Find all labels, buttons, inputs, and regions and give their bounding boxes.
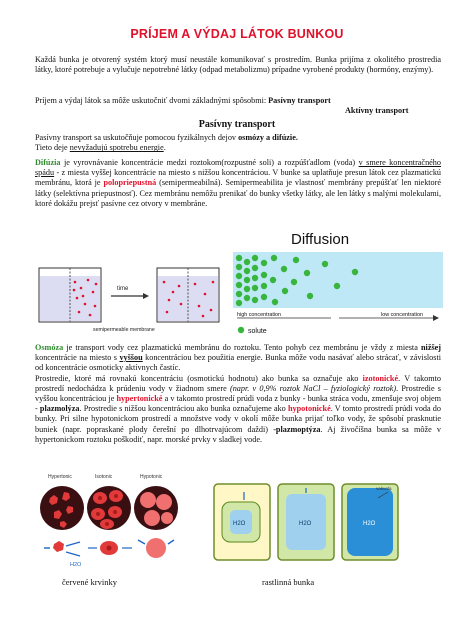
plant-cell-1-water: H2O	[233, 521, 246, 527]
hypotonic-term: hypotonické	[287, 404, 331, 414]
diffusion-text-3: (semipermeabilná). Semipermeabilita je vlastnosť membrány prepúšťať len niektoré látky (selektívna priepustnosť). Cez membránu nemôžu prenikať do bunky všetky látky, ale len látky s malými molekulami, ktoré dokážu prejsť pasívne cez otvory v membráne.	[35, 178, 442, 208]
swollen-cell-single	[146, 538, 166, 558]
rbc-caption: červené krvinky	[62, 577, 117, 587]
rbc-figure	[40, 470, 178, 570]
diffusion-text: je vyrovnávanie koncentrácie medzi roztokom(rozpustné soli) a rozpúšťadlom (voda)	[63, 158, 356, 167]
beakers-figure	[33, 258, 233, 334]
section-intro-text-2: Tieto deje	[35, 143, 68, 153]
osmosis-text-5: . V takomto prostredí nedochádza k prúdeniu vody v žiadnom smere	[35, 373, 442, 393]
rbc-water-label: H2O	[70, 562, 82, 568]
osmosis-paragraph	[35, 343, 441, 445]
vacuole-label: vakuola	[376, 486, 392, 491]
osmosis-text-4: Prostredie, ktoré má rovnakú koncentráciu (osmotickú hodnotu) ako bunka sa označuje ako	[35, 373, 359, 383]
plant-cell-figure	[210, 478, 402, 568]
osmosis-text-10: . Aj živočíšna bunka sa môže v hypertonickom roztoku poškodiť, napr. morské prvky v sladkej vode.	[35, 424, 442, 444]
high-concentration-label: high concentration	[237, 312, 282, 318]
higher-bold: vyššou	[119, 353, 143, 363]
diffusion-text-2: - z miesta vyššej koncentrácie na miesto s nižšou koncentráciou. V bunke sa uplatňuje presun látok cez plazmatickú membránu, ktorá je	[35, 168, 442, 188]
plant-cell-3-water: H2O	[363, 521, 376, 527]
active-transport-row	[345, 106, 445, 116]
hypotonic-label: Hypotonic	[140, 474, 163, 480]
page-title: PRÍJEM A VÝDAJ LÁTOK BUNKOU	[130, 27, 344, 41]
intro-text: Každá bunka je otvorený systém ktorý musí neustále komunikovať s prostredím. Bunka prijíma z okolitého prostredia látky, ktoré potrebuje a vylučuje nepotrebné látky (odpad metabolizmu) prípadne vyrobené produkty (hormóny, enzýmy).	[35, 55, 441, 75]
diffusion-term: Difúzia	[35, 158, 61, 167]
punctuation: .	[163, 143, 166, 153]
osmosis-term: Osmóza	[35, 343, 64, 352]
no-energy-text: nevyžadujú spotrebu energie	[69, 143, 164, 153]
diffusion-paragraph	[35, 158, 441, 209]
lower-bold: nižšej	[420, 343, 441, 352]
osmosis-text-6: . Prostredie s vyššou koncentráciou je	[35, 383, 441, 404]
osmosis-text-8: . Prostredie s nižšou koncentráciou ako bunka označujeme ako	[79, 404, 286, 414]
passive-transport-label: Pasívny transport	[268, 96, 331, 105]
normal-cell-single-center	[107, 546, 112, 551]
hypertonic-label: Hypertonic	[48, 474, 72, 480]
section-intro-text: Pasívny transport sa uskutočňuje pomocou fyzikálnych dejov	[35, 133, 237, 142]
osmosis-text-3: koncentráciou bez použitia energie. Bunka môže vodu nasávať alebo strácať, v závislosti od koncentrácie osmoticky aktívnych častíc.	[35, 353, 441, 373]
transport-ways-text: Príjem a výdaj látok sa môže uskutočniť dvomi základnými spôsobmi:	[35, 96, 267, 105]
osmosis-text: je transport vody cez plazmatickú membránu do roztoku. Tento pohyb cez membránu je vždy z miesta	[66, 343, 418, 352]
hypertonic-term: hypertonické	[116, 394, 163, 404]
plasmoptysis-term: -plazmoptýza	[273, 424, 321, 434]
beakers-caption: semipermeable membrane	[93, 327, 155, 333]
plant-cell-2-water: H2O	[299, 521, 312, 527]
section-intro-bold: osmózy a difúzie.	[238, 133, 298, 142]
solute-legend-label: solute	[248, 328, 267, 335]
intro-paragraph	[35, 55, 441, 76]
semipermeable-term: polopriepustná	[103, 178, 157, 188]
transport-ways	[35, 96, 441, 106]
isotonic-label: Isotonic	[95, 474, 113, 480]
saline-example: (napr. v 0,9% roztok NaCl – fyziologický roztok)	[229, 383, 397, 393]
concentration-gradient-text: v smere koncentračného spádu	[35, 158, 441, 178]
active-transport-label: Aktívny transport	[345, 106, 409, 115]
plasmolysis-term: plazmolýza	[39, 404, 80, 414]
osmosis-text-2: koncentrácie na miesto s	[35, 353, 117, 363]
plant-caption: rastlinná bunka	[262, 577, 315, 587]
solute-legend-dot	[238, 327, 244, 333]
low-concentration-label: low concentration	[381, 312, 423, 318]
osmosis-text-7: a v takomto prostredí prúdi voda z bunky - bunka stráca vodu, zmenšuje svoj objem -	[35, 394, 442, 414]
right-liquid-left	[158, 276, 188, 321]
osmosis-text-9: . V tomto prostredí prúdi voda do bunky. Pri silne hypotonickom prostredí a množstve vody v okolí môže bunka prijať toľko vody, že spôsobí prasknutie buniek (napr. popraskané plody čerešní po dlhotrvajúcom daždi)	[35, 404, 441, 434]
isotonic-term: izotonické	[362, 373, 399, 383]
section-intro	[35, 133, 441, 154]
diffusion-diagram	[233, 228, 443, 336]
section-heading: Pasívny transport	[198, 119, 276, 130]
time-arrow-head	[143, 293, 149, 299]
diffusion-title: Diffusion	[291, 231, 350, 248]
time-label: time	[117, 286, 129, 292]
